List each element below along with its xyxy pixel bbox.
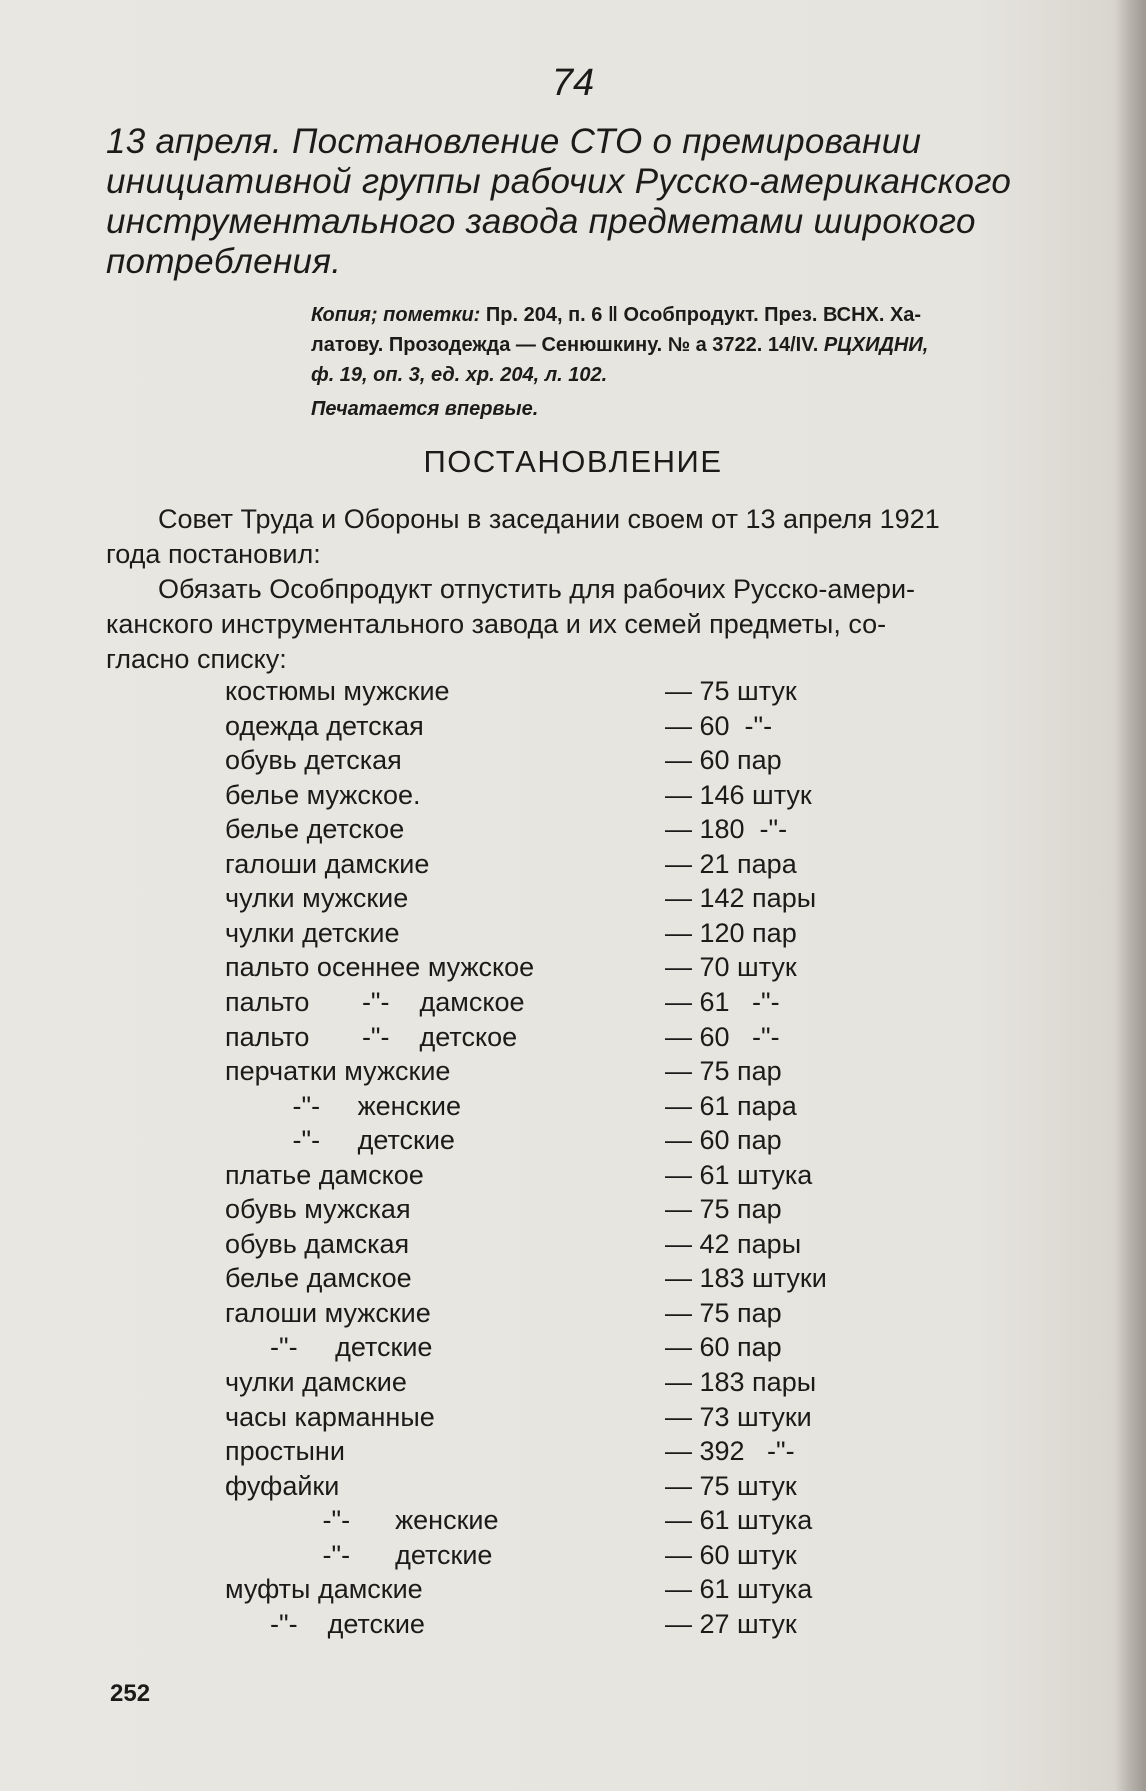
- list-item: [0, 1434, 1146, 1468]
- paragraph-line: Совет Труда и Обороны в заседании своем от 13 апреля 1921: [158, 504, 940, 534]
- item-quantity: — 27 штук: [665, 1608, 797, 1639]
- item-quantity: — 146 штук: [665, 779, 812, 810]
- item-quantity: — 61 штука: [665, 1574, 813, 1605]
- list-item: [0, 709, 1146, 743]
- list-item: [0, 847, 1146, 881]
- page-folio: 252: [110, 1680, 151, 1707]
- list-item: [0, 1054, 1146, 1088]
- item-name: -"- детские: [225, 1539, 493, 1570]
- paragraph-resolution: [106, 502, 1086, 572]
- archive-name: РЦХИДНИ,: [823, 334, 929, 356]
- item-quantity: — 183 штуки: [665, 1263, 827, 1294]
- paragraph-line: Обязать Особпродукт отпустить для рабочих Русско-амери-: [158, 574, 916, 604]
- item-quantity: — 392 -"-: [665, 1436, 795, 1467]
- item-name: белье детское: [225, 814, 405, 845]
- item-quantity: — 75 штук: [665, 676, 797, 706]
- item-name: платье дамское: [225, 1159, 424, 1190]
- source-note: [106, 300, 1086, 424]
- item-quantity: — 60 штук: [665, 1539, 797, 1570]
- item-name: -"- детские: [225, 1608, 425, 1639]
- paragraph-order: [106, 572, 1086, 677]
- item-quantity: — 120 пар: [665, 917, 797, 948]
- document-heading: [106, 122, 1086, 282]
- list-item: [0, 1020, 1146, 1054]
- heading-line: инициативной группы рабочих Русско-американского: [106, 162, 1012, 201]
- source-text: латову. Прозодежда — Сенюшкину. № а 3722. 14/IV.: [311, 334, 824, 356]
- list-item: [0, 1607, 1146, 1641]
- item-name: одежда детская: [225, 710, 424, 741]
- list-item: [0, 674, 1146, 708]
- item-quantity: — 75 пар: [665, 1194, 782, 1225]
- item-quantity: — 60 пар: [665, 745, 782, 776]
- item-quantity: — 75 пар: [665, 1056, 782, 1087]
- item-quantity: — 61 пара: [665, 1090, 797, 1121]
- list-item: [0, 1123, 1146, 1157]
- item-quantity: — 21 пара: [665, 848, 797, 879]
- item-name: -"- женские: [225, 1505, 499, 1536]
- item-quantity: — 183 пары: [665, 1367, 817, 1397]
- item-name: -"- детские: [225, 1125, 455, 1156]
- item-name: белье дамское: [225, 1263, 412, 1294]
- publication-note: Печатается впервые.: [311, 398, 539, 420]
- archive-reference: ф. 19, оп. 3, ед. хр. 204, л. 102.: [311, 364, 608, 386]
- list-item: [0, 1503, 1146, 1537]
- item-name: пальто осеннее мужское: [225, 952, 535, 983]
- list-item: [0, 1400, 1146, 1434]
- list-item: [0, 1538, 1146, 1572]
- list-item: [0, 1192, 1146, 1226]
- item-quantity: — 142 пары: [665, 883, 817, 914]
- list-item: [0, 1572, 1146, 1606]
- item-name: костюмы мужские: [225, 676, 450, 706]
- item-name: -"- детские: [225, 1332, 433, 1363]
- item-name: белье мужское.: [225, 779, 421, 810]
- source-line: [106, 300, 1086, 330]
- document-number: 74: [551, 62, 595, 104]
- heading-line: 13 апреля. Постановление СТО о премировании: [106, 122, 922, 161]
- item-name: фуфайки: [225, 1470, 340, 1501]
- item-name: пальто -"- детское: [225, 1021, 518, 1052]
- heading-line: потребления.: [106, 242, 342, 281]
- document-title: ПОСТАНОВЛЕНИЕ: [423, 444, 723, 479]
- paragraph-line: гласно списку:: [106, 644, 287, 674]
- list-item: [0, 1261, 1146, 1295]
- list-item: [0, 743, 1146, 777]
- item-name: простыни: [225, 1436, 345, 1467]
- source-text: Пр. 204, п. 6 ‖ Особпродукт. През. ВСНХ. Ха-: [480, 304, 922, 326]
- item-name: перчатки мужские: [225, 1056, 451, 1087]
- list-item: [0, 1158, 1146, 1192]
- item-name: обувь дамская: [225, 1228, 410, 1259]
- item-quantity: — 61 -"-: [665, 986, 780, 1017]
- list-item: [0, 985, 1146, 1019]
- item-name: обувь детская: [225, 745, 402, 776]
- list-item: [0, 950, 1146, 984]
- list-item: [0, 1330, 1146, 1364]
- list-item: [0, 881, 1146, 915]
- item-quantity: — 60 пар: [665, 1332, 782, 1363]
- item-name: чулки мужские: [225, 883, 409, 914]
- item-quantity: — 60 пар: [665, 1125, 782, 1156]
- list-item: [0, 1227, 1146, 1261]
- item-quantity: — 60 -"-: [665, 1021, 780, 1052]
- paragraph-line: года постановил:: [106, 539, 321, 569]
- item-quantity: — 70 штук: [665, 952, 797, 983]
- item-name: галоши мужские: [225, 1297, 431, 1328]
- list-item: [0, 916, 1146, 950]
- item-name: пальто -"- дамское: [225, 986, 525, 1017]
- item-name: часы карманные: [225, 1401, 435, 1432]
- item-quantity: — 75 штук: [665, 1470, 797, 1501]
- item-quantity: — 60 -"-: [665, 710, 773, 741]
- item-quantity: — 61 штука: [665, 1159, 813, 1190]
- item-quantity: — 61 штука: [665, 1505, 813, 1536]
- list-item: [0, 1089, 1146, 1123]
- item-quantity: — 75 пар: [665, 1297, 782, 1328]
- source-label: Копия; пометки:: [311, 304, 481, 326]
- list-item: [0, 1469, 1146, 1503]
- list-item: [0, 1365, 1146, 1399]
- item-name: муфты дамские: [225, 1574, 423, 1605]
- item-quantity: — 73 штуки: [665, 1401, 812, 1432]
- list-item: [0, 812, 1146, 846]
- item-quantity: — 180 -"-: [665, 814, 788, 845]
- item-quantity: — 42 пары: [665, 1228, 802, 1259]
- item-name: обувь мужская: [225, 1194, 411, 1225]
- source-line: [106, 330, 1086, 360]
- heading-line: инструментального завода предметами широкого: [106, 202, 976, 241]
- item-name: чулки дамские: [225, 1367, 407, 1397]
- item-name: галоши дамские: [225, 848, 430, 879]
- item-name: -"- женские: [225, 1090, 461, 1121]
- paragraph-line: канского инструментального завода и их семей предметы, со-: [106, 609, 887, 639]
- list-item: [0, 1296, 1146, 1330]
- list-item: [0, 778, 1146, 812]
- item-name: чулки детские: [225, 917, 400, 948]
